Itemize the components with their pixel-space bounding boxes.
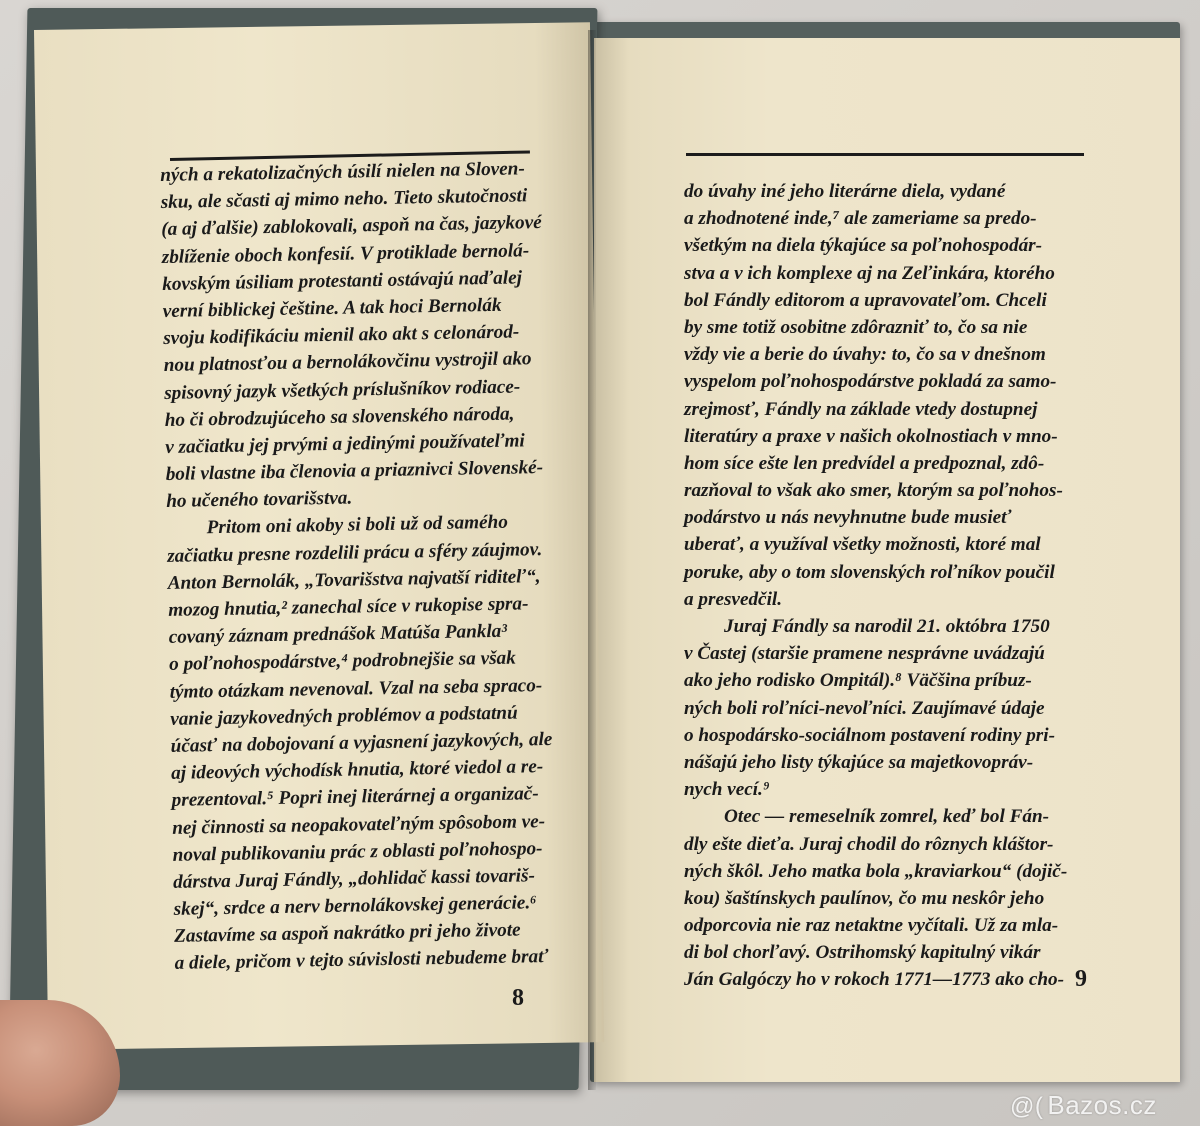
text-line: noval publikovaniu prác z oblasti poľnohospo-	[172, 837, 543, 866]
text-line: začiatku presne rozdelili prácu a sféry záujmov.	[167, 538, 543, 567]
text-line: stva a v ich komplexe aj na Zeľinkára, ktorého	[684, 262, 1055, 284]
text-line: všetkým na diela týkajúce sa poľnohospodár-	[684, 235, 1043, 257]
text-line: ho učeného tovarišstva.	[166, 487, 353, 513]
text-line: a zhodnotené inde,⁷ ale zameriame sa predo-	[684, 208, 1037, 230]
text-line: spisovný jazyk všetkých príslušníkov rodiace-	[164, 375, 521, 404]
text-line: Ján Galgóczy ho v rokoch 1771—1773 ako cho-	[684, 969, 1065, 991]
text-line: skej“, srdce a nerv bernolákovskej generácie.⁶	[173, 892, 538, 920]
text-line: nášajú jeho listy týkajúce sa majetkovopráv-	[684, 751, 1034, 773]
text-line: a presvedčil.	[684, 588, 783, 610]
book-gutter	[588, 30, 596, 1090]
text-line: vyspelom poľnohospodárstve pokladá za samo-	[684, 371, 1057, 393]
text-line: ných a rekatolizačných úsilí nielen na Sloven-	[160, 158, 525, 186]
text-line: Zastavíme sa aspoň nakrátko pri jeho živote	[174, 919, 521, 948]
text-line: Otec — remeselník zomrel, keď bol Fán-	[724, 806, 1050, 828]
text-line: zblíženie oboch konfesií. V protiklade bernolá-	[161, 239, 530, 268]
text-line: o poľnohospodárstve,⁴ podrobnejšie sa však	[169, 647, 516, 676]
right-header-rule	[686, 153, 1084, 156]
text-line: vanie jazykovedných problémov a podstatnú	[170, 702, 518, 730]
text-line: Anton Bernolák, „Tovarišstva najvatší riditeľ“,	[167, 565, 541, 594]
text-line: Pritom oni akoby si boli už od samého	[206, 512, 509, 539]
text-line: aj ideových východísk hnutia, ktoré viedol a re-	[171, 756, 544, 785]
text-line: o hospodársko-sociálnom postavení rodiny pri-	[684, 724, 1055, 746]
text-line: ako jeho rodisko Ompitál).⁸ Väčšina príbuz-	[684, 670, 1032, 692]
text-line: di bol chorľavý. Ostrihomský kapitulný vikár	[684, 942, 1041, 964]
text-line: bol Fándly editorom a upravovateľom. Chceli	[684, 289, 1047, 311]
text-line: do úvahy iné jeho literárne diela, vydané	[684, 181, 1006, 202]
right-page-number: 9	[1075, 966, 1087, 992]
text-line: boli vlastne iba členovia a priaznivci Slovenské-	[165, 457, 544, 486]
text-line: kou) šaštínskych paulínov, čo mu neskôr jeho	[684, 887, 1045, 909]
text-line: ho či obrodzujúceho sa slovenského národa,	[164, 403, 515, 431]
text-line: poruke, aby o tom slovenských roľníkov poučil	[684, 561, 1055, 583]
text-line: sku, ale sčasti aj mimo neho. Tieto skutočnosti	[160, 185, 528, 214]
text-line: uberať, a využíval všetky možnosti, ktoré mal	[684, 534, 1041, 556]
watermark	[1010, 1090, 1157, 1121]
right-page-text	[684, 178, 1067, 994]
text-line: dárstva Juraj Fándly, „dohlidač kassi tovariš-	[173, 865, 536, 893]
text-line: prezentoval.⁵ Popri inej literárnej a organizač-	[171, 783, 539, 812]
text-line: dly ešte dieťa. Juraj chodil do rôznych kláštor-	[684, 833, 1054, 855]
text-line: (a aj ďalšie) zablokovali, aspoň na čas, jazykové	[161, 212, 542, 241]
text-line: ných škôl. Jeho matka bola „kraviarkou“ (dojič-	[684, 860, 1068, 882]
text-line: vždy vie a berie do úvahy: to, čo sa v dnešnom	[684, 344, 1046, 366]
left-page-text	[160, 155, 557, 977]
text-line: týmto otázkam nevenoval. Vzal na seba spraco-	[169, 674, 543, 703]
text-line: ných boli roľníci-nevoľníci. Zaujímavé údaje	[684, 697, 1045, 719]
text-line: nej činnosti sa neopakovateľným spôsobom ve-	[172, 810, 546, 839]
text-line: zrejmosť, Fándly na základe vtedy dostupnej	[684, 398, 1038, 420]
left-page-number: 8	[512, 985, 524, 1011]
text-line: verní biblickej češtine. A tak hoci Bernolák	[162, 294, 502, 322]
text-line: nych vecí.⁹	[684, 779, 770, 801]
text-line: podárstvo u nás nevyhnutne bude musieť	[684, 507, 1012, 529]
text-line: literatúry a praxe v našich okolnostiach v mno-	[684, 425, 1058, 447]
text-line: hom síce ešte len predvídel a predpoznal, zdô-	[684, 452, 1045, 474]
text-line: mozog hnutia,² zanechal síce v rukopise spra-	[168, 593, 529, 621]
text-line: odporcovia nie raz netaktne vyčítali. Už za mla-	[684, 915, 1059, 937]
text-line: kovským úsiliam protestanti ostávajú naďalej	[162, 267, 523, 295]
text-line: účasť na dobojovaní a vyjasnení jazykových, ale	[170, 728, 553, 757]
text-line: by sme totiž osobitne zdôrazniť to, čo sa nie	[684, 316, 1028, 338]
watermark-text: Bazos.cz	[1047, 1090, 1157, 1120]
text-line: v začiatku jej prvými a jedinými používateľmi	[165, 430, 525, 458]
text-line: covaný záznam prednášok Matúša Pankla³	[168, 620, 508, 649]
text-line: svoju kodifikáciu mienil ako akt s celonárod-	[163, 321, 520, 350]
watermark-logo-icon: @(	[1010, 1093, 1044, 1120]
text-line: razňoval to však ako smer, ktorým sa poľnohos-	[684, 480, 1063, 502]
text-line: v Častej (staršie pramene nesprávne uvádzajú	[684, 643, 1045, 665]
text-line: Juraj Fándly sa narodil 21. októbra 1750	[724, 616, 1050, 637]
text-line: nou platnosťou a bernolákovčinu vystrojil ako	[163, 348, 532, 377]
text-line: a diele, pričom v tejto súvislosti nebudeme brať	[174, 946, 549, 975]
